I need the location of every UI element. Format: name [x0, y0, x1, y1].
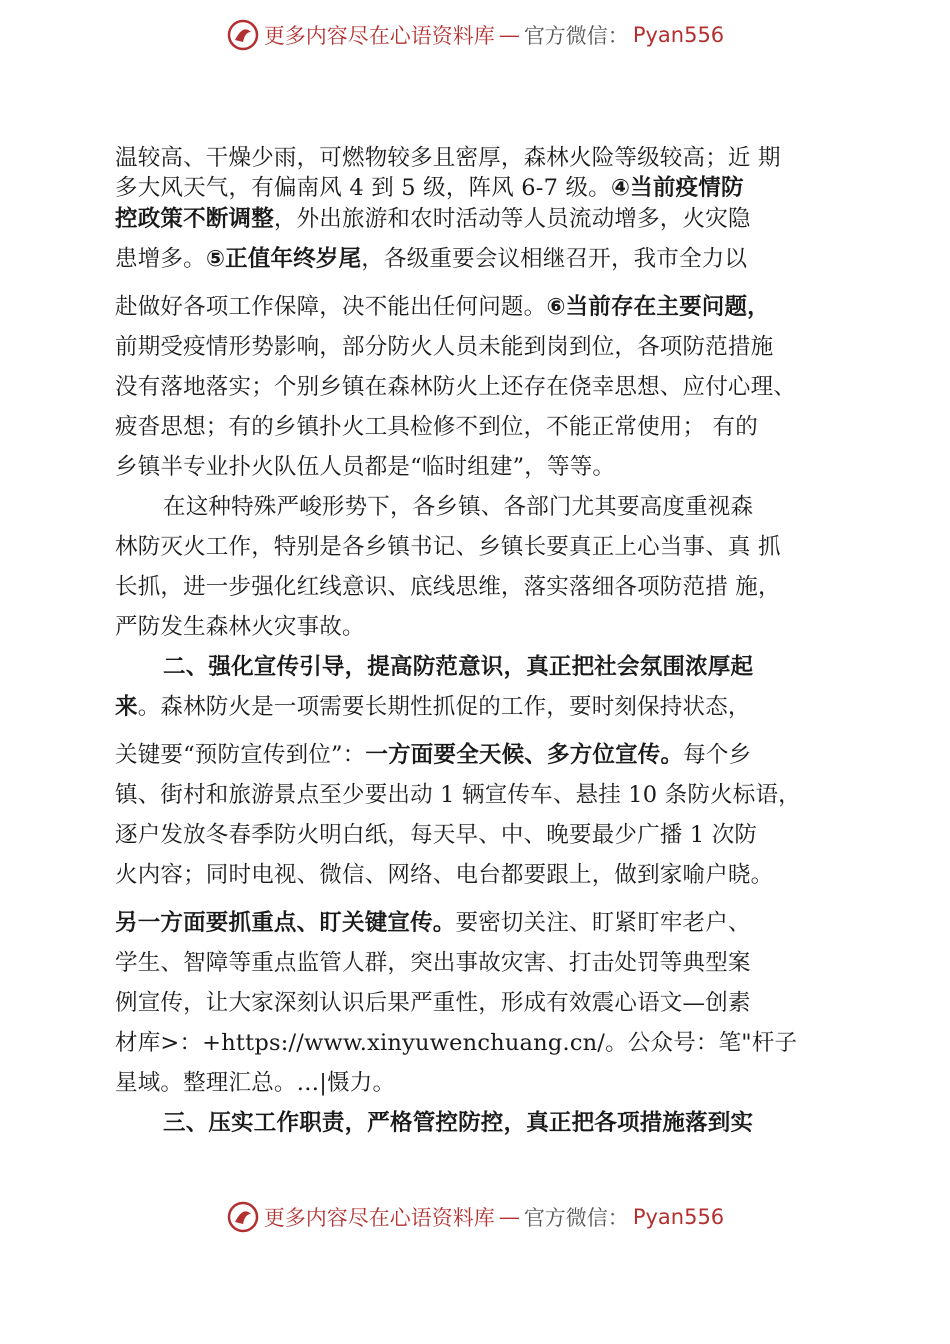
banner-wechat-id: Pyan556 — [632, 1205, 725, 1229]
footer-banner — [0, 1200, 950, 1234]
text-line: 来。森林防火是一项需要长期性抓促的工作，要时刻保持状态， — [115, 694, 751, 720]
text-line: 多大风天气，有偏南风 4 到 5 级，阵风 6-7 级。④当前疫情防 — [115, 175, 744, 201]
logo-icon — [226, 1200, 260, 1234]
text-line: 例宣传，让大家深刻认识后果严重性，形成有效震心语文—创素 — [115, 990, 751, 1016]
banner-wechat-id: Pyan556 — [632, 23, 725, 47]
banner-site-text: 更多内容尽在心语资料库 — [263, 24, 495, 48]
text-line: 温较高、干燥少雨，可燃物较多且密厚，森林火险等级较高；近 期 — [115, 145, 781, 171]
section-heading-3: 三、压实工作职责，严格管控防控，真正把各项措施落到实 — [163, 1110, 754, 1136]
text-line: 另一方面要抓重点、盯关键宣传。要密切关注、盯紧盯牢老户、 — [115, 910, 751, 936]
text-line: 星域。整理汇总。…|慑力。 — [115, 1070, 396, 1096]
text-line: 长抓，进一步强化红线意识、底线思维，落实落细各项防范措 施， — [115, 574, 781, 600]
banner-dash: — — [498, 23, 520, 47]
text-line: 没有落地落实；个别乡镇在森林防火上还存在侥幸思想、应付心理、 — [115, 374, 797, 400]
text-line: 逐户发放冬春季防火明白纸，每天早、中、晚要最少广播 1 次防 — [115, 822, 758, 848]
text-line: 前期受疫情形势影响，部分防火人员未能到岗到位，各项防范措施 — [115, 334, 774, 360]
text-line: 赴做好各项工作保障，决不能出任何问题。⑥当前存在主要问题， — [115, 294, 770, 320]
text-line: 乡镇半专业扑火队伍人员都是“临时组建”，等等。 — [115, 454, 616, 480]
text-line: 患增多。⑤正值年终岁尾，各级重要会议相继召开，我市全力以 — [115, 246, 748, 272]
banner-dash: — — [498, 1205, 520, 1229]
text-line: 镇、街村和旅游景点至少要出动 1 辆宣传车、悬挂 10 条防火标语， — [115, 782, 801, 808]
text-line: 林防灭火工作，特别是各乡镇书记、乡镇长要真正上心当事、真 抓 — [115, 534, 781, 560]
text-line: 严防发生森林火灾事故。 — [115, 614, 365, 640]
text-line: 火内容；同时电视、微信、网络、电台都要跟上，做到家喻户晓。 — [115, 862, 774, 888]
banner-wechat-label: 官方微信： — [523, 24, 629, 48]
paragraph-start: 在这种特殊严峻形势下，各乡镇、各部门尤其要高度重视森 — [163, 494, 754, 520]
text-line: 材库>：+https://www.xinyuwenchuang.cn/。公众号：笔"杆子 — [115, 1030, 798, 1056]
logo-icon — [226, 18, 260, 52]
section-heading-2: 二、强化宣传引导，提高防范意识，真正把社会氛围浓厚起 — [163, 654, 754, 680]
text-line: 疲沓思想；有的乡镇扑火工具检修不到位，不能正常使用； 有的 — [115, 414, 758, 440]
banner-site-text: 更多内容尽在心语资料库 — [263, 1206, 495, 1230]
header-banner — [0, 18, 950, 52]
text-line: 关键要“预防宣传到位”：一方面要全天候、多方位宣传。每个乡 — [115, 742, 752, 768]
text-line: 控政策不断调整，外出旅游和农时活动等人员流动增多，火灾隐 — [115, 206, 751, 232]
banner-wechat-label: 官方微信： — [523, 1206, 629, 1230]
text-line: 学生、智障等重点监管人群，突出事故灾害、打击处罚等典型案 — [115, 950, 751, 976]
